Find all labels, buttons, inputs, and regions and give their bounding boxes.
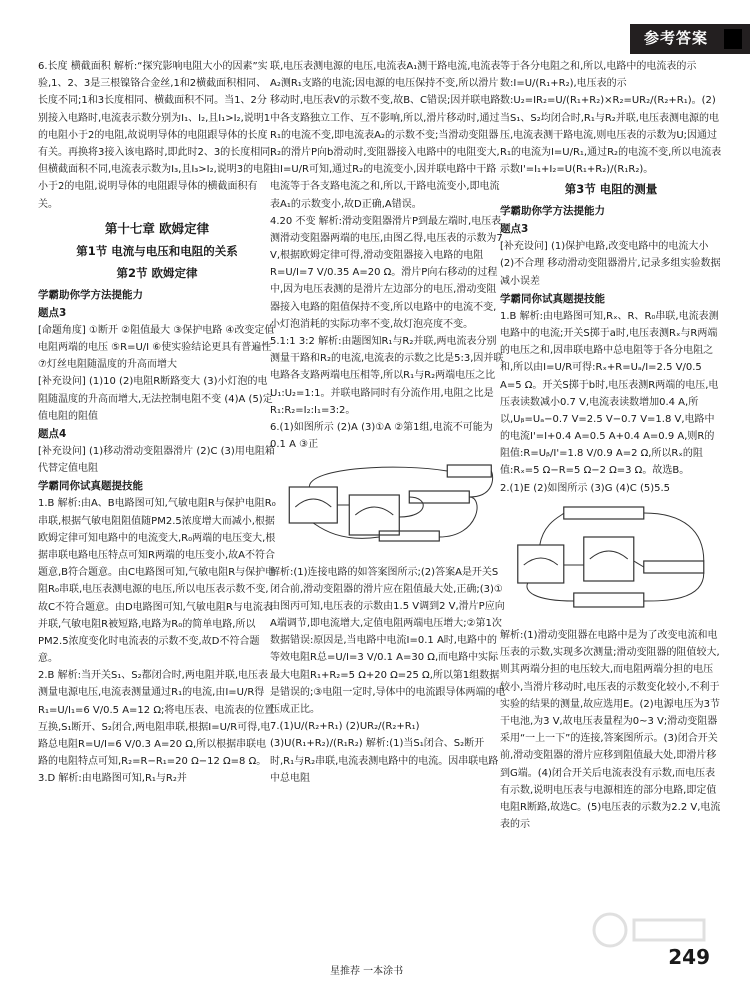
chapter-title: 第十七章 欧姆定律 xyxy=(104,220,210,236)
point-4-heading: 题点4 xyxy=(38,427,67,440)
learn-heading-2: 学霸助你学方法提能力 xyxy=(500,205,605,218)
footer-publisher: 星推荐 一本涂书 xyxy=(330,965,404,977)
point-3-heading-2: 题点3 xyxy=(500,223,529,236)
header-tab xyxy=(630,24,750,54)
column-left xyxy=(38,58,276,958)
supplement-answers-3: [补充设问] (1)保护电路,改变电路中的电流大小 (2)不合理 移动滑动变阻器滑片,记录多组实验数据 减小误差 xyxy=(500,241,721,287)
question-1: 1.B 解析:由A、B电路图可知,气敏电阻R与保护电阻R₀串联,根据气敏电阻阻值随PM2.5浓度增大而减小,根据欧姆定律可知电路中的电流变大,R₀两端的电压变大,根据串联电路电压特点可知R两端的电压变小,故A不符合题意,B符合题意。由C电路图可知,气敏电阻R与保护电阻R₀串联,电压表测电源的电压,所以电压表示数不变,故C不符合题意。由D电路图可知,气敏电阻R与电流表并联,气敏电阻R被短路,电路为R₀的简单电路,所以PM2.5浓度变化时电流表的示数不变,故D不符合题意。 xyxy=(38,498,276,665)
section-title-3: 第3节 电阻的测量 xyxy=(564,182,658,197)
solution-6: 解析:(1)连接电路的如答案图所示;(2)答案A是开关S闭合前,滑动变阻器的滑片应在阻值最大处,正确;(3)①由图丙可知,电压表的示数由1.5 V调到2 V,滑片P应向A端调节,即电流增大,定值电阻两端电压增大;②第1次数据错误:原因是,当电路中电流I=0.1 A时,电路中的等效电阻R总=U/I=3 V/0.1 A=30 Ω,而电路中实际最大电阻R₁+R₂=5 Ω+20 Ω=25 Ω,所以第1组数据是错误的;③电阻一定时,导体中的电流跟导体两端的电压成正比。 xyxy=(270,566,506,715)
question-2: 2.B 解析:当开关S₁、S₂都闭合时,两电阻并联,电压表测量电源电压,电流表测量通过R₁的电流,由I=U/R得R₁=U/I₁=6 V/0.5 A=12 Ω;将电压表、电流表的位置互换,S₁断开、S₂闭合,两电阻串联,根据I=U/R可得,电路总电阻R=U/I=6 V/0.3 A=20 Ω,所以根据串联电路的电阻特点可知,R₂=R−R₁=20 Ω−12 Ω=8 Ω。 xyxy=(38,670,275,768)
practice-heading-2: 学霸同你试真题提技能 xyxy=(500,292,605,305)
question-2-resistance: 2.(1)E (2)如图所示 (3)G (4)C (5)5.5 xyxy=(500,482,671,494)
page-number: 249 xyxy=(668,944,710,969)
question-6: 6.(1)如图所示 (2)A (3)①A ②第1组,电流不可能为0.1 A ③正 xyxy=(270,421,493,451)
question-1-resistance: 1.B 解析:由电路图可知,Rₓ、R、R₀串联,电流表测电路中的电流;开关S掷于a时,电压表测Rₓ与R两端的电压之和,因串联电路中总电阻等于各分电阻之和,所以由I=U/R可得:Rₓ+R=Uₐ/I=2.5 V/0.5 A=5 Ω。开关S掷于b时,电压表测R两端的电压,电压表读数减小0.7 V,电流表读数增加0.4 A,所以,Uᵦ=Uₐ−0.7 V=2.5 V−0.7 V=1.8 V,电路中的电流I'=I+0.4 A=0.5 A+0.4 A=0.9 A,则R的阻值:R=Uᵦ/I'=1.8 V/0.9 A=2 Ω,所以Rₓ的阻值:Rₓ=5 Ω−R=5 Ω−2 Ω=3 Ω。故选B。 xyxy=(500,310,719,477)
circuit-diagram-1 xyxy=(276,457,503,553)
practice-heading: 学霸同你试真题提技能 xyxy=(38,480,143,493)
solution-2: 解析:(1)滑动变阻器在电路中是为了改变电流和电压表的示数,实现多次测量;滑动变阻器的阻值较大,则其两端分担的电压较大,而电阻两端分担的电压较小,当滑片移动时,电压表的示数变化较小,不利于实验的结果的测量,故应选用E。(2)电源电压为3节干电池,为3 V,故电压表量程为0~3 V;滑动变阻器采用“一上一下”的连接,答案图所示。(3)闭合开关前,滑动变阻器的滑片应移到阻值最大处,即滑片移到G端。(4)闭合开关后电流表没有示数,而电压表有示数,说明电压表与电源相连的部分电路,即定值电阻R断路,故选C。(5)电压表的示数为2.2 V,电流表的示 xyxy=(500,630,721,831)
section-title-1: 第1节 电流与电压和电阻的关系 xyxy=(76,244,238,259)
question-3-cont: 联,电压表测电源的电压,电流表A₁测干路电流,电流表A₂测R₁支路的电流;因电源的电压保持不变,所以滑片移动时,电压表V的示数不变,故B、C错误;因并联电路中各支路独立工作、互不影响,所以,滑片移动时,通过R₁的电流不变,即电流表A₂的示数不变;当滑动变阻器R₂的滑片P向b滑动时,变阻器接入电路中的电阻变大,由I=U/R可知,通过R₂的电流变小,因并联电路中干路电流等于各支路电流之和,所以,干路电流变小,即电流表A₁的示数变小,故D正确,A错误。 xyxy=(270,61,501,210)
angle-answers: [命题角度] ①断开 ②阻值最大 ③保护电路 ④改变定值电阻两端的电压 ⑤R=U/I ⑥使实验结论更具有普遍性 ⑦灯丝电阻随温度的升高而增大 xyxy=(38,324,275,371)
column-right xyxy=(500,58,722,958)
question-7: 7.(1)U/(R₂+R₁) (2)UR₂/(R₂+R₁) (3)U(R₁+R₂)/(R₁R₂) 解析:(1)当S₁闭合、S₂断开时,R₁与R₂串联,电流表测电路中的电流。因串联电路中总电阻 xyxy=(270,721,499,784)
question-3: 3.D 解析:由电路图可知,R₁与R₂并 xyxy=(38,773,187,785)
learn-heading: 学霸助你学方法提能力 xyxy=(38,288,143,301)
answer-6: 6.长度 横截面积 解析:“探究影响电阻大小的因素”实验,1、2、3是三根镍铬合金丝,1和2横截面积相同、长度不同;1和3长度相同、横截面积不同。当1、2分别接入电路时,电流表示数分别为I₁、I₂,且I₁>I₂,说明1的电阻小于2的电阻,故说明导体的电阻跟导体的长度有关。再换将3接入该电路时,即此时2、3的长度相同,但横截面积不同,电流表示数为I₃,且I₃>I₂,说明3的电阻小于2的电阻,说明导体的电阻跟导体的横截面积有关。 xyxy=(38,61,274,210)
supplement-answers-2: [补充设问] (1)移动滑动变阻器滑片 (2)C (3)用电阻箱代替定值电阻 xyxy=(38,445,275,475)
question-7-cont: 等于各分电阻之和,所以,电路中的电流表的示数:I=U/(R₁+R₂),电压表的示数:U₂=IR₂=U/(R₁+R₂)×R₂=UR₂/(R₂+R₁)。(2)当S₁、S₂均闭合时,R₁与R₂并联,电压表测电源的电压,电流表测干路电流,则电压表的示数为U;因通过R₁的电流为I=U/R₁,通过R₂的电流不变,所以电流表示数I'=I₁+I₂=U(R₁+R₂)/(R₁R₂)。 xyxy=(500,61,722,176)
header-label: 参考答案 xyxy=(644,29,709,48)
question-4: 4.20 不变 解析:滑动变阻器滑片P到最左端时,电压表测滑动变阻器两端的电压,由图乙得,电压表的示数为7 V,根据欧姆定律可得,滑动变阻器接入电路的电阻R=U/I=7 V/0.35 A=20 Ω。滑片P向右移动的过程中,因为电压表测的是滑片左边部分的电压,滑动变阻器接入电路的阻值保持不变,所以电路中的电流不变,小灯泡消耗的实际功率不变,故灯泡亮度不变。 xyxy=(270,215,503,330)
question-5: 5.1:1 3:2 解析:由题图知R₁与R₂并联,两电流表分别测量干路和R₂的电流,电流表的示数之比是5:3,因并联电路各支路两端电压相等,所以R₁与R₂两端电压之比U₁:U₂=1:1。并联电路同时有分流作用,电阻之比是R₁:R₂=I₂:I₁=3:2。 xyxy=(270,336,504,416)
supplement-answers-1: [补充设问] (1)10 (2)电阻R断路变大 (3)小灯泡的电阻随温度的升高而增大,无法控制电阻不变 (4)A (5)定值电阻的阻值 xyxy=(38,376,273,422)
circuit-diagram-2 xyxy=(500,501,718,617)
section-title-2: 第2节 欧姆定律 xyxy=(116,265,198,280)
column-middle xyxy=(270,58,506,958)
point-3-heading: 题点3 xyxy=(38,306,67,319)
